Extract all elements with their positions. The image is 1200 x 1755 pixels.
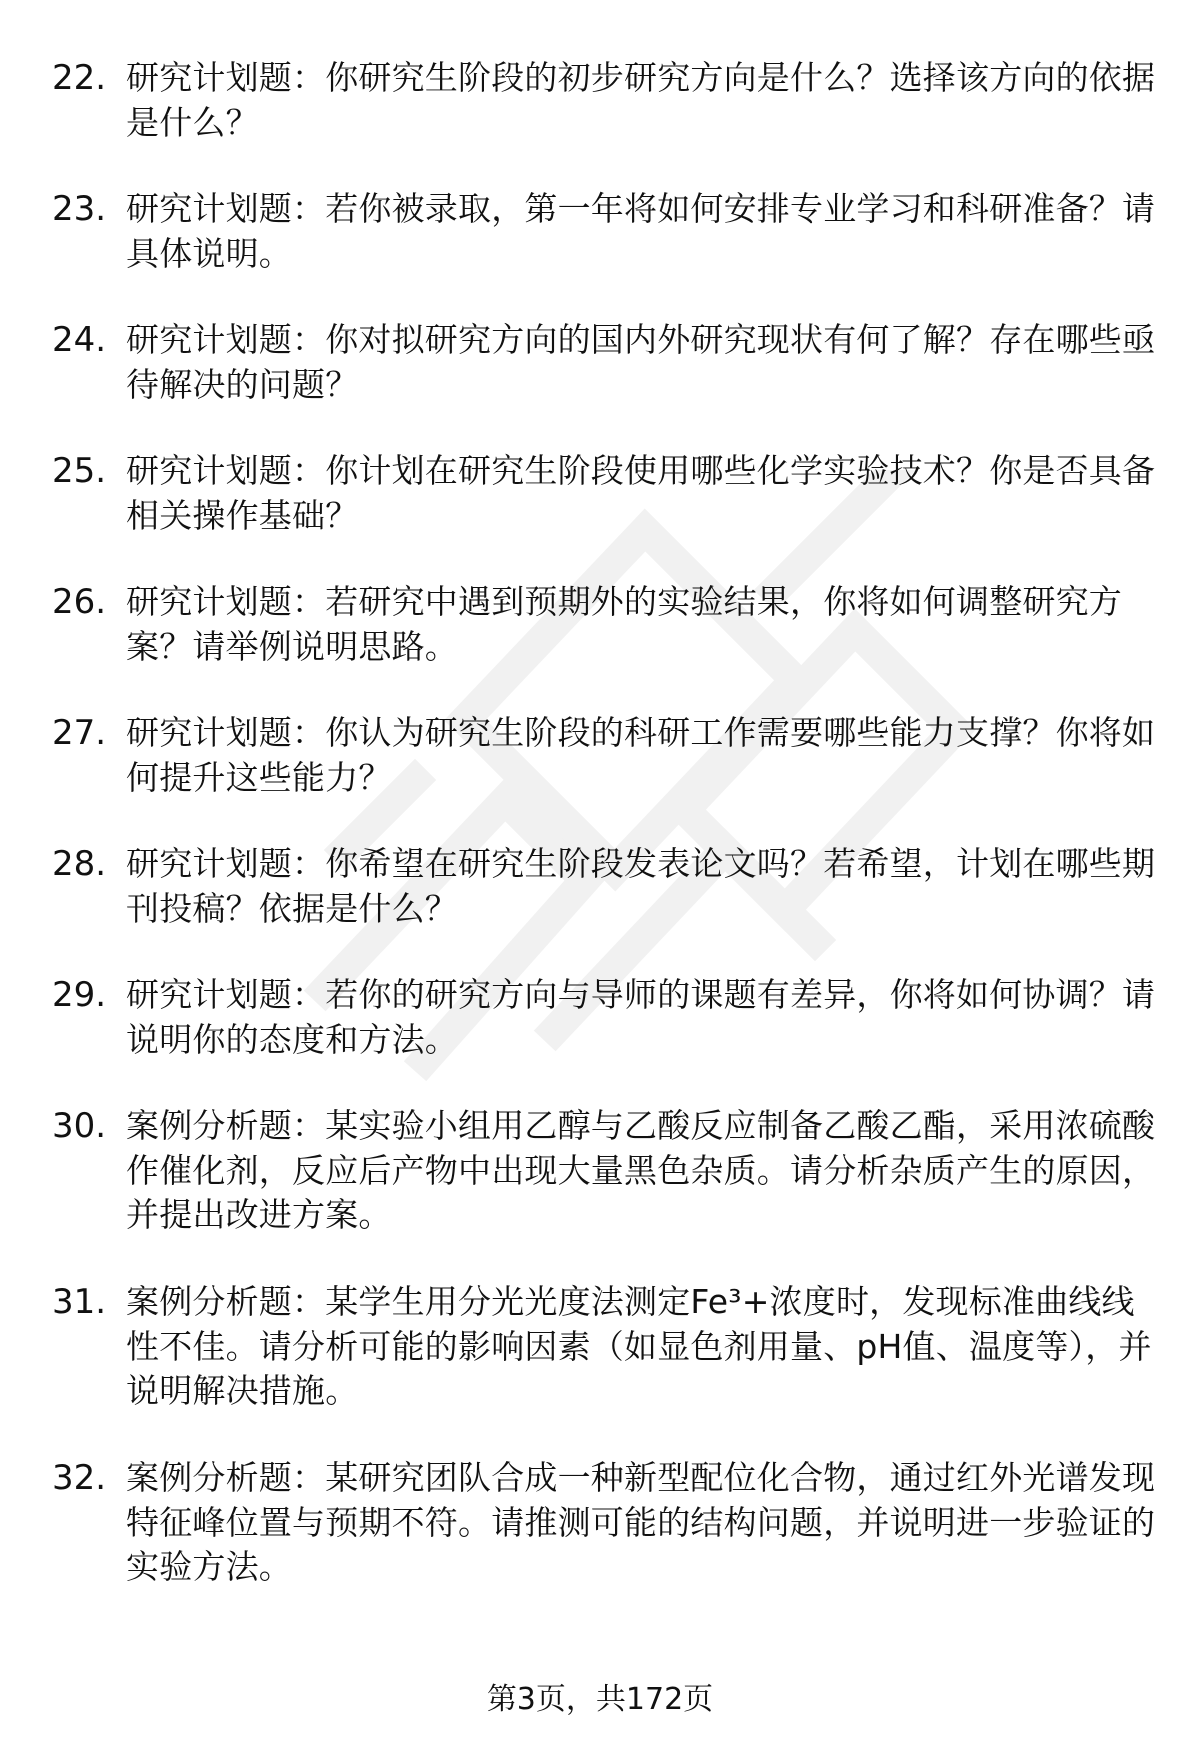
question-text: 案例分析题：某研究团队合成一种新型配位化合物，通过红外光谱发现特征峰位置与预期不符。请推测可能的结构问题，并说明进一步验证的实验方法。 bbox=[126, 1458, 1156, 1586]
question-text: 研究计划题：你计划在研究生阶段使用哪些化学实验技术？你是否具备相关操作基础？ bbox=[126, 451, 1156, 535]
list-item bbox=[0, 580, 1200, 711]
list-item bbox=[0, 973, 1200, 1104]
question-number: 31. bbox=[52, 1282, 107, 1322]
question-list bbox=[0, 56, 1200, 1632]
question-text: 研究计划题：若研究中遇到预期外的实验结果，你将如何调整研究方案？请举例说明思路。 bbox=[126, 582, 1122, 666]
question-number: 30. bbox=[52, 1106, 107, 1146]
question-text: 研究计划题：你研究生阶段的初步研究方向是什么？选择该方向的依据是什么？ bbox=[126, 58, 1156, 142]
list-item bbox=[0, 1456, 1200, 1632]
question-number: 24. bbox=[52, 320, 107, 360]
list-item bbox=[0, 318, 1200, 449]
question-text: 研究计划题：你认为研究生阶段的科研工作需要哪些能力支撑？你将如何提升这些能力？ bbox=[126, 713, 1156, 797]
list-item bbox=[0, 56, 1200, 187]
list-item bbox=[0, 711, 1200, 842]
question-text: 研究计划题：若你被录取，第一年将如何安排专业学习和科研准备？请具体说明。 bbox=[126, 189, 1156, 273]
list-item bbox=[0, 1280, 1200, 1456]
question-number: 25. bbox=[52, 451, 107, 491]
question-number: 32. bbox=[52, 1458, 107, 1498]
question-number: 22. bbox=[52, 58, 107, 98]
question-number: 26. bbox=[52, 582, 107, 622]
question-text: 研究计划题：你对拟研究方向的国内外研究现状有何了解？存在哪些亟待解决的问题？ bbox=[126, 320, 1156, 404]
question-text: 研究计划题：若你的研究方向与导师的课题有差异，你将如何协调？请说明你的态度和方法。 bbox=[126, 975, 1156, 1059]
question-text: 研究计划题：你希望在研究生阶段发表论文吗？若希望，计划在哪些期刊投稿？依据是什么？ bbox=[126, 844, 1156, 928]
question-text: 案例分析题：某学生用分光光度法测定Fe³+浓度时，发现标准曲线线性不佳。请分析可能的影响因素（如显色剂用量、pH值、温度等），并说明解决措施。 bbox=[126, 1282, 1152, 1410]
question-number: 23. bbox=[52, 189, 107, 229]
question-number: 29. bbox=[52, 975, 107, 1015]
question-text: 案例分析题：某实验小组用乙醇与乙酸反应制备乙酸乙酯，采用浓硫酸作催化剂，反应后产物中出现大量黑色杂质。请分析杂质产生的原因，并提出改进方案。 bbox=[126, 1106, 1156, 1234]
list-item bbox=[0, 449, 1200, 580]
list-item bbox=[0, 187, 1200, 318]
page-footer: 第3页，共172页 bbox=[486, 1682, 714, 1717]
list-item bbox=[0, 842, 1200, 973]
question-number: 28. bbox=[52, 844, 107, 884]
list-item bbox=[0, 1104, 1200, 1280]
question-number: 27. bbox=[52, 713, 107, 753]
